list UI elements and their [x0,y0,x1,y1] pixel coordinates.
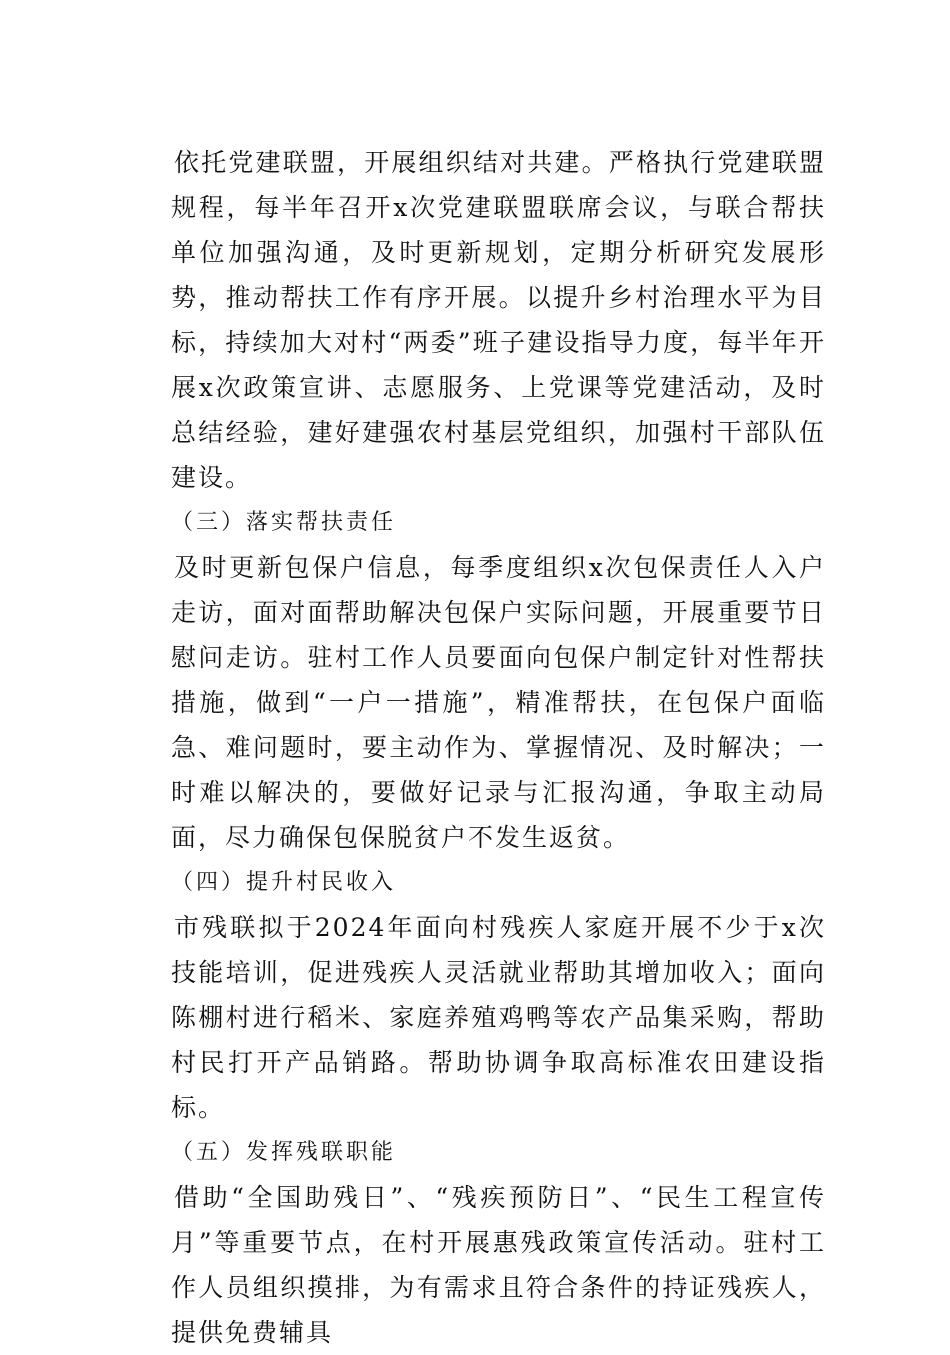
document-body [171,140,826,1355]
section-heading-4: （四）提升村民收入 [171,870,397,895]
paragraph-party-alliance: 依托党建联盟，开展组织结对共建。严格执行党建联盟规程，每半年召开x次党建联盟联席会议，与联合帮扶单位加强沟通，及时更新规划，定期分析研究发展形势，推动帮扶工作有序开展。以提升乡村治理水平为目标，持续加大对村“两委”班子建设指导力度，每半年开展x次政策宣讲、志愿服务、上党课等党建活动，及时总结经验，建好建强农村基层党组织，加强村干部队伍建设。 [171,148,826,492]
paragraph-disability-federation: 借助“全国助残日”、“残疾预防日”、“民生工程宣传月”等重要节点，在村开展惠残政策宣传活动。驻村工作人员组织摸排，为有需求且符合条件的持证残疾人，提供免费辅具 [171,1183,826,1347]
section-heading-5: （五）发挥残联职能 [171,1140,397,1165]
section-heading-3: （三）落实帮扶责任 [171,510,397,535]
paragraph-assistance-responsibility: 及时更新包保户信息，每季度组织x次包保责任人入户走访，面对面帮助解决包保户实际问题，开展重要节日慰问走访。驻村工作人员要面向包保户制定针对性帮扶措施，做到“一户一措施”，精准帮扶，在包保户面临急、难问题时，要主动作为、掌握情况、及时解决；一时难以解决的，要做好记录与汇报沟通，争取主动局面，尽力确保包保脱贫户不发生返贫。 [171,553,826,852]
paragraph-villager-income: 市残联拟于2024年面向村残疾人家庭开展不少于x次技能培训，促进残疾人灵活就业帮助其增加收入；面向陈棚村进行稻米、家庭养殖鸡鸭等农产品集采购，帮助村民打开产品销路。帮助协调争取高标准农田建设指标。 [171,913,826,1122]
